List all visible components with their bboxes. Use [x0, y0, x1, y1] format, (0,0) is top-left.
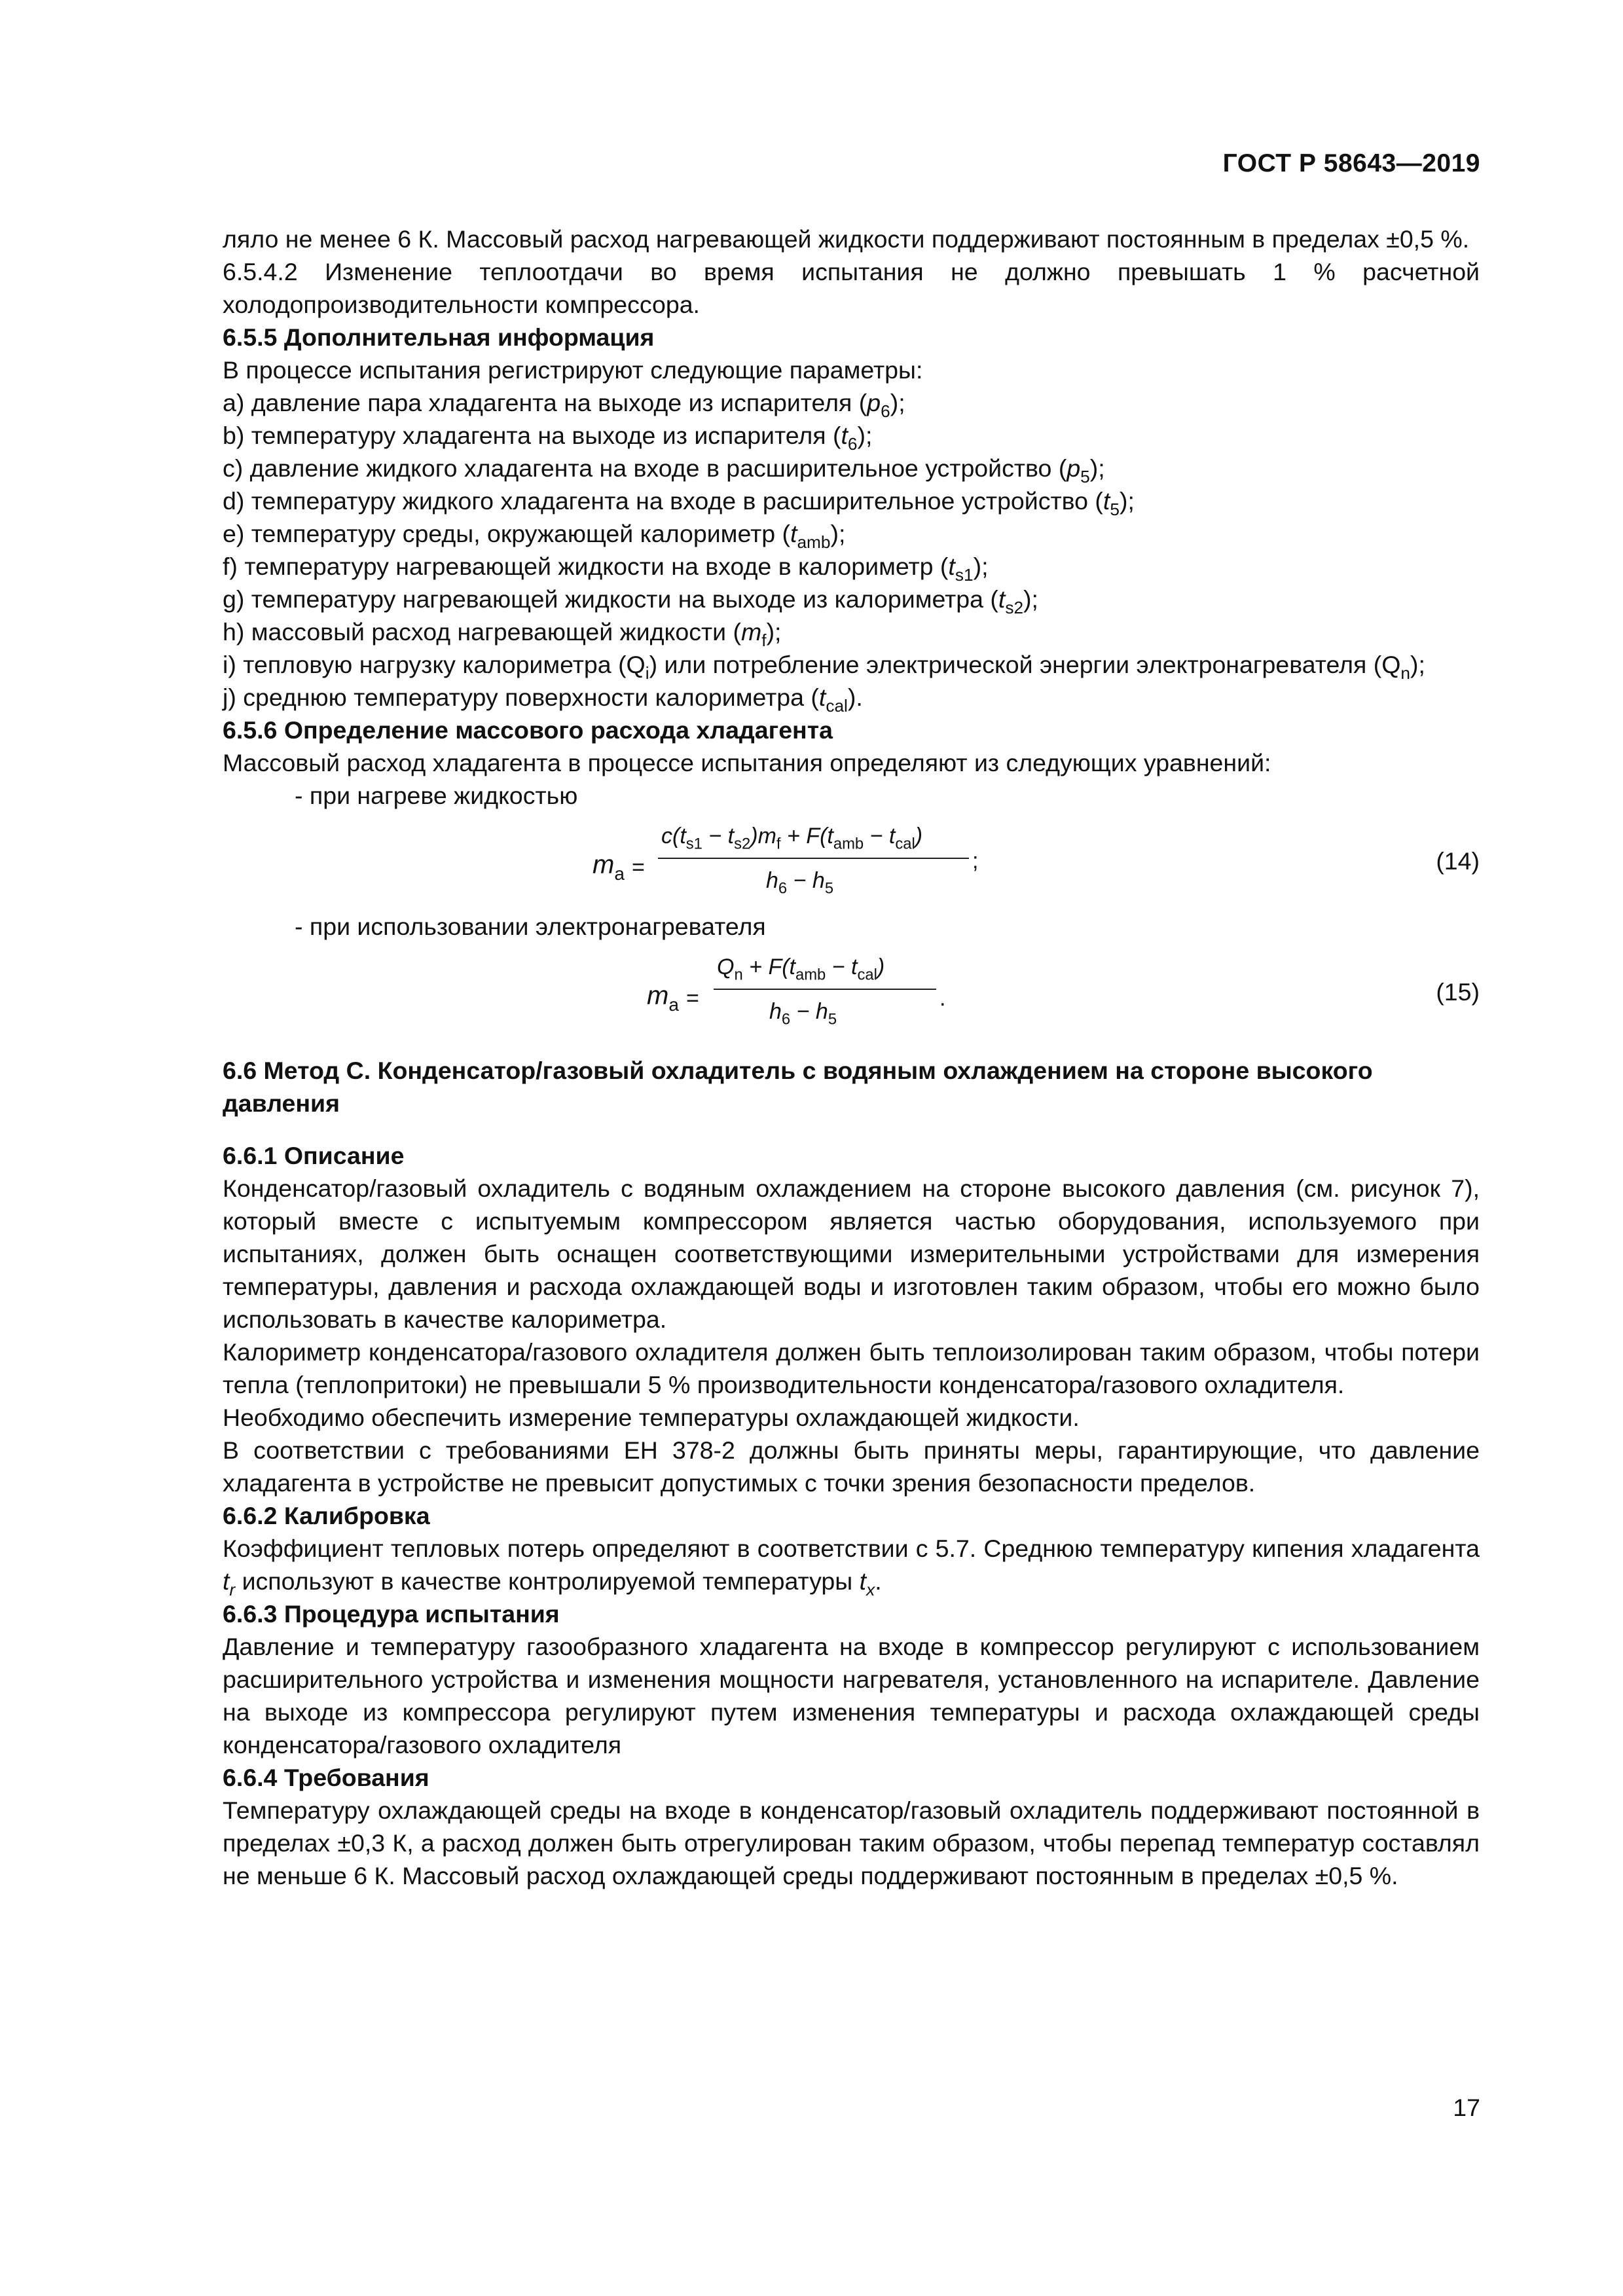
- equation-numerator: [717, 951, 884, 983]
- list-item-text: );: [1119, 487, 1135, 515]
- equation-lhs: [647, 979, 679, 1015]
- heading-6-5-5: 6.5.5 Дополнительная информация: [223, 323, 655, 351]
- equation-14: [223, 812, 1480, 897]
- variable: m: [647, 981, 669, 1010]
- equals-sign: =: [686, 986, 699, 1011]
- list-item-a: [223, 386, 1480, 422]
- list-item-f: [223, 550, 1480, 583]
- list-item-text: d) температуру жидкого хладагента на входе в расширительное устройство (: [223, 487, 1103, 515]
- variable: m: [741, 618, 762, 646]
- heading-6-5-6: 6.5.6 Определение массового расхода хладагента: [223, 716, 833, 744]
- subscript: 6: [847, 434, 858, 454]
- equals-sign: =: [632, 855, 645, 880]
- fraction-bar: [714, 989, 936, 990]
- fraction-bar: [658, 858, 969, 859]
- list-item-text: b) температуру хладагента на выходе из испарителя (: [223, 422, 841, 449]
- punctuation: ;: [972, 848, 979, 873]
- list-item-text: h) массовый расход нагревающей жидкости (: [223, 618, 742, 646]
- list-item-g: [223, 583, 1480, 618]
- case-electric-heater: - при использовании электронагревателя: [295, 913, 766, 940]
- expr: )m: [750, 824, 776, 848]
- equation-denominator: [769, 995, 837, 1028]
- subscript: cal: [826, 696, 848, 716]
- subscript: f: [761, 630, 767, 651]
- list-item-h: [223, 615, 1480, 651]
- equation-number: (15): [1436, 978, 1480, 1006]
- subscript: s2: [734, 835, 751, 853]
- expr: c(t: [661, 824, 686, 848]
- list-item-j: [223, 681, 1480, 714]
- heading-6-6-1: 6.6.1 Описание: [223, 1142, 405, 1169]
- page-body: [223, 223, 1480, 1892]
- subscript: n: [734, 966, 743, 984]
- list-item-text: );: [890, 389, 905, 416]
- subscript: amb: [833, 835, 864, 853]
- subscript: r: [229, 1580, 236, 1600]
- paragraph-text: используют в качестве контролируемой температуры: [235, 1567, 860, 1595]
- list-item-d: [223, 484, 1480, 520]
- expr: ): [877, 955, 885, 979]
- subscript: a: [614, 863, 625, 884]
- paragraph-6-6-1-c: Необходимо обеспечить измерение температуры охлаждающей жидкости.: [223, 1404, 1080, 1431]
- paragraph-6-6-1-b: Калориметр конденсатора/газового охладителя должен быть теплоизолирован таким образом, чтобы потери тепла (теплопритоки) не превышали 5 % производительности конденсатора/газового охладителя.: [223, 1338, 1480, 1398]
- subscript: amb: [797, 532, 831, 553]
- subscript: 5: [1080, 467, 1090, 487]
- list-item-text: f) температуру нагревающей жидкости на входе в калориметр (: [223, 553, 949, 580]
- paragraph-6-5-5: В процессе испытания регистрируют следующие параметры:: [223, 356, 923, 384]
- subscript: 5: [1110, 500, 1120, 520]
- paragraph-6-5-4-2-text: 6.5.4.2 Изменение теплоотдачи во время испытания не должно превышать 1 % расчетной холодопроизводительности компрессора.: [223, 258, 1480, 318]
- paragraph-6-6-2: [223, 1532, 1480, 1600]
- list-item-text: i) тепловую нагрузку калориметра (Q: [223, 651, 646, 678]
- variable: t: [948, 553, 955, 580]
- list-item-c: [223, 452, 1480, 487]
- expr: − h: [787, 868, 825, 893]
- page-number: 17: [1453, 2094, 1480, 2121]
- subscript: s1: [685, 835, 702, 853]
- subscript: n: [1400, 663, 1411, 683]
- list-item-i: [223, 648, 1480, 681]
- variable: p: [867, 389, 881, 416]
- expr: − t: [702, 824, 735, 848]
- list-item-text: g) температуру нагревающей жидкости на выходе из калориметра (: [223, 585, 998, 613]
- subscript: 5: [824, 879, 834, 898]
- equation-lhs: [593, 848, 625, 884]
- list-item-text: ).: [847, 683, 863, 711]
- list-item-text: );: [830, 520, 846, 547]
- list-item-text: );: [1089, 454, 1105, 482]
- paragraph-6-6-1-d: В соответствии с требованиями ЕН 378-2 должны быть приняты меры, гарантирующие, что давление хладагента в устройстве не превысит допустимых с точки зрения безопасности пределов.: [223, 1436, 1480, 1497]
- subscript: 5: [828, 1010, 837, 1029]
- subscript: 6: [781, 1010, 791, 1029]
- variable: p: [1067, 454, 1081, 482]
- subscript: cal: [857, 966, 877, 984]
- list-item-text: e) температуру среды, окружающей калориметр (: [223, 520, 791, 547]
- subscript: a: [668, 994, 679, 1015]
- list-item-text: );: [857, 422, 873, 449]
- heading-6-6: 6.6 Метод С. Конденсатор/газовый охладитель с водяным охлаждением на стороне высокого давления: [223, 1057, 1373, 1117]
- paragraph-text: Коэффициент тепловых потерь определяют в соответствии с 5.7. Среднюю температуру кипения хладагента: [223, 1535, 1480, 1562]
- paragraph-6-6-4: Температуру охлаждающей среды на входе в конденсатор/газовый охладитель поддерживают постоянной в пределах ±0,3 К, а расход должен быть отрегулирован таким образом, чтобы перепад температур составлял не меньше 6 К. Массовый расход охлаждающей среды поддерживают постоянным в пределах ±0,5 %.: [223, 1796, 1480, 1889]
- variable: t: [790, 520, 797, 547]
- expr: + F(t: [780, 824, 833, 848]
- subscript: amb: [795, 966, 826, 984]
- paragraph-continuation: ляло не менее 6 К. Массовый расход нагревающей жидкости поддерживают постоянным в пределах ±0,5 %.: [223, 225, 1470, 253]
- expr: h: [769, 999, 782, 1024]
- subscript: s1: [955, 565, 974, 585]
- heading-6-6-3: 6.6.3 Процедура испытания: [223, 1600, 560, 1628]
- list-item-text: ) или потребление электрической энергии электронагревателя (Q: [649, 651, 1401, 678]
- subscript: 6: [778, 879, 788, 898]
- variable: m: [593, 850, 615, 879]
- variable: t: [1103, 487, 1110, 515]
- equation-numerator: [661, 820, 922, 852]
- subscript: x: [866, 1580, 875, 1600]
- subscript: 6: [881, 401, 890, 422]
- expr: − h: [790, 999, 828, 1024]
- paragraph-6-6-1-a: Конденсатор/газовый охладитель с водяным охлаждением на стороне высокого давления (см. рисунок 7), который вместе с испытуемым компрессором является частью оборудования, используемого при испытаниях, должен быть оснащен соответствующими измерительными устройствами для измерения температуры, давления и расхода охлаждающей воды и изготовлен таким образом, чтобы его можно было использовать в качестве калориметра.: [223, 1175, 1480, 1333]
- paragraph-6-5-4-2: [223, 255, 1480, 321]
- equation-15: [223, 943, 1480, 1028]
- punctuation: .: [939, 986, 946, 1011]
- subscript: s2: [1005, 598, 1024, 618]
- variable: t: [998, 585, 1006, 613]
- variable: t: [818, 683, 826, 711]
- subscript: f: [776, 835, 781, 853]
- expr: Q: [717, 955, 735, 979]
- expr: − t: [826, 955, 858, 979]
- subscript: i: [645, 663, 649, 683]
- equation-number: (14): [1436, 847, 1480, 875]
- equation-denominator: [766, 864, 833, 897]
- list-item-e: [223, 517, 1480, 553]
- expr: h: [766, 868, 778, 893]
- variable: t: [859, 1567, 867, 1595]
- paragraph-6-5-6: Массовый расход хладагента в процессе испытания определяют из следующих уравнений:: [223, 749, 1271, 776]
- list-item-b: [223, 419, 1480, 452]
- spacer: [223, 1120, 1480, 1139]
- heading-6-6-2: 6.6.2 Калибровка: [223, 1502, 430, 1529]
- expr: ): [915, 824, 923, 848]
- heading-6-6-4: 6.6.4 Требования: [223, 1764, 429, 1791]
- variable: t: [223, 1567, 230, 1595]
- standard-designation: ГОСТ Р 58643—2019: [1222, 149, 1480, 177]
- list-item-text: );: [973, 553, 989, 580]
- list-item-text: c) давление жидкого хладагента на входе в расширительное устройство (: [223, 454, 1067, 482]
- variable: t: [841, 422, 848, 449]
- spacer: [223, 1028, 1480, 1054]
- subscript: cal: [895, 835, 915, 853]
- paragraph-6-6-3: Давление и температуру газообразного хладагента на входе в компрессор регулируют с использованием расширительного устройства и изменения мощности нагревателя, установленного на испарителе. Давление на выходе из компрессора регулируют путем изменения температуры и расхода охлаждающей среды конденсатора/газового охладителя: [223, 1633, 1480, 1758]
- expr: + F(t: [742, 955, 795, 979]
- list-item-text: j) среднюю температуру поверхности калориметра (: [223, 683, 819, 711]
- list-item-text: а) давление пара хладагента на выходе из испарителя (: [223, 389, 867, 416]
- expr: − t: [864, 824, 896, 848]
- list-item-text: );: [766, 618, 782, 646]
- list-item-text: );: [1410, 651, 1425, 678]
- paragraph-text: .: [875, 1567, 882, 1595]
- list-item-text: );: [1023, 585, 1038, 613]
- case-liquid-heating: - при нагреве жидкостью: [295, 782, 578, 809]
